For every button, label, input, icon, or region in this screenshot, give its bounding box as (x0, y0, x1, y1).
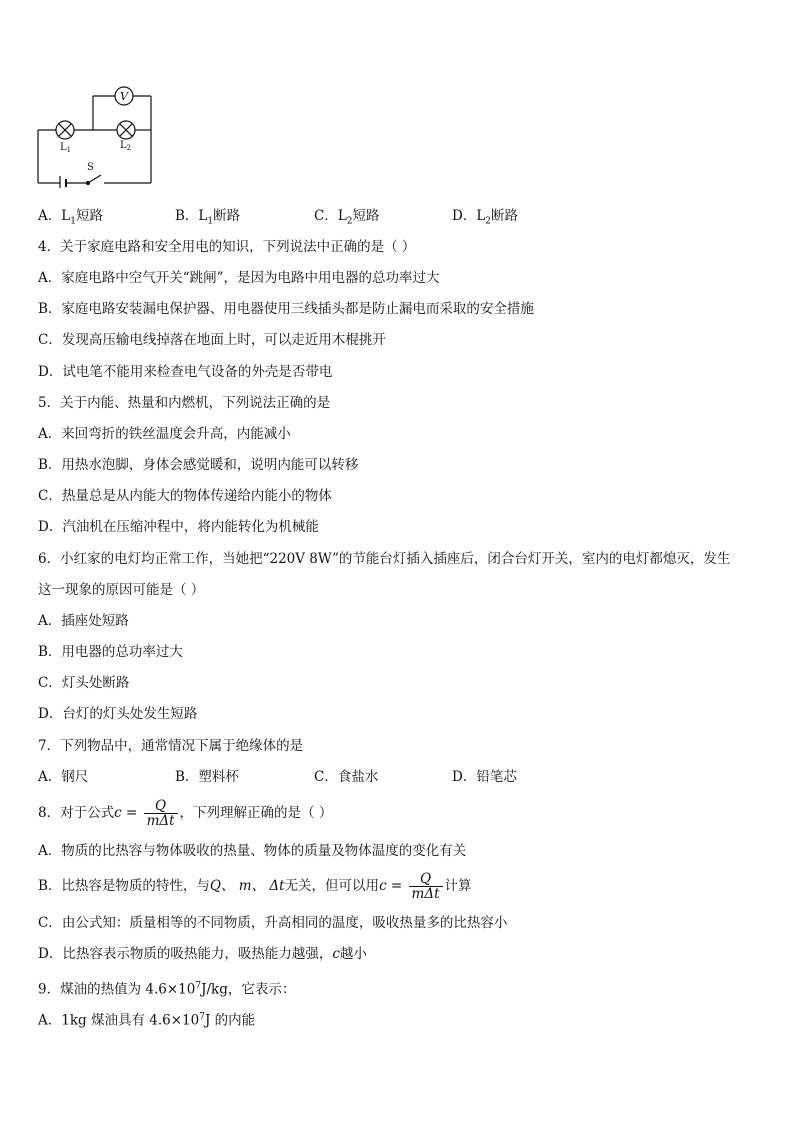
q6-option-c: C．灯头处断路 (38, 675, 130, 691)
q8-formula-lhs: c = (114, 805, 138, 821)
q7-option-a: A．钢尺 (38, 769, 89, 785)
q4-stem: 4．关于家庭电路和安全用电的知识，下列说法中正确的是（ ） (38, 239, 416, 255)
q5-option-b: B．用热水泡脚，身体会感觉暖和，说明内能可以转移 (38, 457, 359, 473)
q3-option-c: C．$L_2$短路 (314, 208, 380, 227)
q8-option-b: B．比热容是物质的特性，与Q、 m、 Δt无关，但可以用c = $\frac{Q}{\text{mΔt}}$ 计算 (38, 871, 472, 902)
lamp-l1-symbol (56, 121, 74, 139)
q8-formula-fraction: $\frac{Q}{\text{mΔt}}$ (144, 799, 178, 828)
q8-stem: 8．对于公式c = $\frac{Q}{\text{mΔt}}$ ，下列理解正确的是（ ） (38, 798, 333, 829)
q4-option-a: A．家庭电路中空气开关“跳闸”，是因为电路中用电器的总功率过大 (38, 270, 440, 286)
lamp2-label: $L_2$ (120, 140, 132, 152)
q3-option-a: A．$L_1$短路 (38, 208, 103, 227)
lamp1-label: $L_1$ (60, 142, 72, 154)
q4-option-d: D．试电笔不能用来检查电气设备的外壳是否带电 (38, 364, 333, 380)
q7-option-b: B．塑料杯 (175, 769, 239, 785)
voltmeter-label: V (120, 90, 128, 103)
q8-option-a: A．物质的比热容与物体吸收的热量、物体的质量及物体温度的变化有关 (38, 843, 467, 859)
q7-option-c: C．食盐水 (314, 769, 379, 785)
q3-option-d: D．$L_2$断路 (452, 208, 519, 227)
switch-blade (88, 175, 101, 183)
q6-option-b: B．用电器的总功率过大 (38, 644, 183, 660)
q8-option-c: C．由公式知：质量相等的不同物质，升高相同的温度，吸收热量多的比热容小 (38, 915, 508, 931)
q6-option-a: A．插座处短路 (38, 613, 129, 629)
q4-option-c: C．发现高压输电线掉落在地面上时，可以走近用木棍挑开 (38, 332, 386, 348)
q4-option-b: B．家庭电路安装漏电保护器、用电器使用三线插头都是防止漏电而采取的安全措施 (38, 301, 534, 317)
q5-stem: 5．关于内能、热量和内燃机，下列说法正确的是 (38, 395, 331, 411)
q6-option-d: D．台灯的灯头处发生短路 (38, 706, 198, 722)
circuit-diagram (30, 82, 160, 188)
q7-stem: 7．下列物品中，通常情况下属于绝缘体的是 (38, 738, 304, 754)
q5-option-a: A．来回弯折的铁丝温度会升高，内能减小 (38, 426, 291, 442)
q6-stem-line2: 这一现象的原因可能是（ ） (38, 582, 205, 598)
q6-stem-line1: 6．小红家的电灯均正常工作，当她把“220V 8W”的节能台灯插入插座后，闭合台灯开关，室内的电灯都熄灭，发生 (38, 551, 731, 567)
q7-option-d: D．铅笔芯 (452, 769, 517, 785)
q3-option-b: B．$L_1$断路 (175, 208, 241, 227)
q8-option-b-fraction: $\frac{Q}{\text{mΔt}}$ (409, 872, 443, 901)
lamp-l2-symbol (117, 121, 135, 139)
q9-stem: 9．煤油的热值为 $4.6\times 10^7J/kg$，它表示： (38, 981, 296, 998)
q8-option-d: D．比热容表示物质的吸热能力，吸热能力越强，c越小 (38, 946, 367, 962)
q9-option-a: A．1kg 煤油具有 $4.6\times 10^7J$ 的内能 (38, 1012, 256, 1029)
q5-option-d: D．汽油机在压缩冲程中，将内能转化为机械能 (38, 519, 319, 535)
q5-option-c: C．热量总是从内能大的物体传递给内能小的物体 (38, 488, 332, 504)
switch-label: S (87, 162, 94, 173)
